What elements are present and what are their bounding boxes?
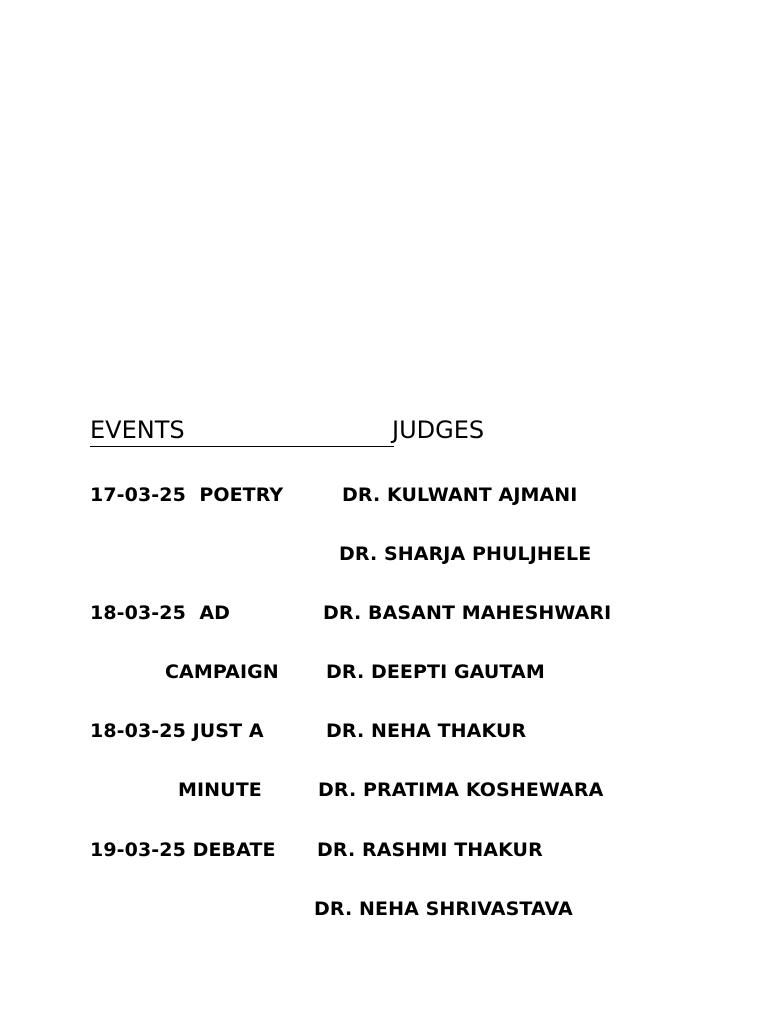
judge-name: DR. NEHA SHRIVASTAVA xyxy=(314,898,573,920)
judge-name: DR. DEEPTI GAUTAM xyxy=(326,661,545,683)
event-date-name: 17-03-25 POETRY xyxy=(90,484,284,506)
judges-heading: JUDGES xyxy=(392,416,485,444)
event-row xyxy=(0,539,768,569)
judge-name: DR. RASHMI THAKUR xyxy=(317,839,543,861)
event-row xyxy=(0,598,768,628)
judge-name: DR. KULWANT AJMANI xyxy=(342,484,578,506)
event-row xyxy=(0,480,768,510)
event-date-name: 19-03-25 DEBATE xyxy=(90,839,276,861)
heading-underline xyxy=(90,446,394,447)
event-row xyxy=(0,835,768,865)
event-row xyxy=(0,775,768,805)
judge-name: DR. SHARJA PHULJHELE xyxy=(339,543,592,565)
event-row xyxy=(0,657,768,687)
event-row xyxy=(0,894,768,924)
event-row xyxy=(0,716,768,746)
judge-name: DR. BASANT MAHESHWARI xyxy=(323,602,612,624)
event-date-name: MINUTE xyxy=(178,779,262,801)
event-date-name: 18-03-25 AD xyxy=(90,602,230,624)
judge-name: DR. NEHA THAKUR xyxy=(326,720,527,742)
event-date-name: 18-03-25 JUST A xyxy=(90,720,264,742)
events-heading: EVENTS xyxy=(90,416,185,444)
judge-name: DR. PRATIMA KOSHEWARA xyxy=(318,779,604,801)
table-header xyxy=(90,413,510,453)
event-date-name: CAMPAIGN xyxy=(165,661,279,683)
